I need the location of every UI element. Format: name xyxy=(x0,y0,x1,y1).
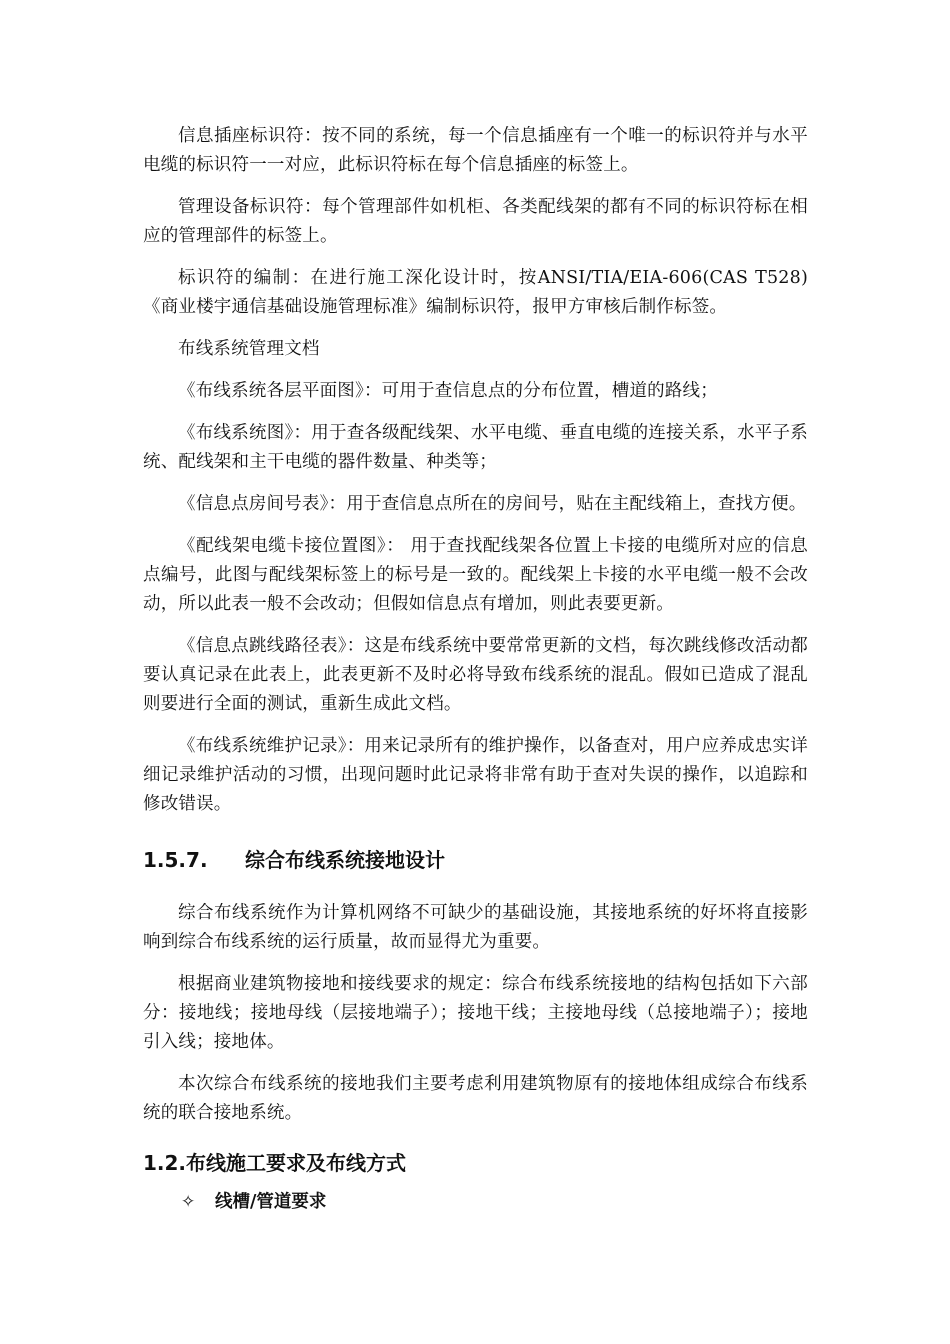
bullet-heading-text: 线槽/管道要求 xyxy=(215,1192,327,1212)
paragraph-jumper-path-table: 《信息点跳线路径表》：这是布线系统中要常常更新的文档，每次跳线修改活动都要认真记录在此表上，此表更新不及时必将导致布线系统的混乱。假如已造成了混乱则要进行全面的测试，重新生成此文档。 xyxy=(143,636,808,714)
paragraph-grounding-plan: 本次综合布线系统的接地我们主要考虑利用建筑物原有的接地体组成综合布线系统的联合接地系统。 xyxy=(143,1074,808,1123)
bullet-heading-trunking xyxy=(181,1188,808,1216)
section-number: 1.5.7. xyxy=(143,848,208,872)
paragraph-grounding-structure: 根据商业建筑物接地和接线要求的规定：综合布线系统接地的结构包括如下六部分：接地线；接地母线（层接地端子）；接地干线；主接地母线（总接地端子）；接地引入线；接地体。 xyxy=(143,974,808,1052)
paragraph-outlet-identifier: 信息插座标识符：按不同的系统，每一个信息插座有一个唯一的标识符并与水平电缆的标识符一一对应，此标识符标在每个信息插座的标签上。 xyxy=(143,126,808,175)
section-title: 综合布线系统接地设计 xyxy=(245,848,445,872)
paragraph-maintenance-log: 《布线系统维护记录》：用来记录所有的维护操作，以备查对，用户应养成忠实详细记录维护活动的习惯，出现问题时此记录将非常有助于查对失误的操作，以追踪和修改错误。 xyxy=(143,736,808,814)
diamond-bullet-icon: ✧ xyxy=(181,1192,196,1212)
paragraph-floor-plan: 《布线系统各层平面图》：可用于查信息点的分布位置，槽道的路线； xyxy=(178,381,718,401)
paragraph-patch-panel-map: 《配线架电缆卡接位置图》： 用于查找配线架各位置上卡接的电缆所对应的信息点编号，此图与配线架标签上的标号是一致的。配线架上卡接的水平电缆一般不会改动，所以此表一般不会改动；但假如信息点有增加，则此表要更新。 xyxy=(143,536,808,614)
page-content xyxy=(143,122,808,1216)
paragraph-room-table: 《信息点房间号表》：用于查信息点所在的房间号，贴在主配线箱上，查找方便。 xyxy=(178,494,807,514)
paragraph-management-docs: 布线系统管理文档 xyxy=(178,339,320,359)
section-heading-1-2: 1.2.布线施工要求及布线方式 xyxy=(143,1151,407,1175)
paragraph-device-identifier: 管理设备标识符：每个管理部件如机柜、各类配线架的都有不同的标识符标在相应的管理部件的标签上。 xyxy=(143,197,808,246)
paragraph-system-diagram: 《布线系统图》：用于查各级配线架、水平电缆、垂直电缆的连接关系，水平子系统、配线架和主干电缆的器件数量、种类等； xyxy=(143,423,808,472)
section-heading-1-5-7 xyxy=(143,845,808,875)
paragraph-identifier-coding: 标识符的编制：在进行施工深化设计时，按ANSI/TIA/EIA-606(CAS T528)《商业楼宇通信基础设施管理标准》编制标识符，报甲方审核后制作标签。 xyxy=(143,268,808,317)
paragraph-grounding-importance: 综合布线系统作为计算机网络不可缺少的基础设施，其接地系统的好坏将直接影响到综合布线系统的运行质量，故而显得尤为重要。 xyxy=(143,903,808,952)
